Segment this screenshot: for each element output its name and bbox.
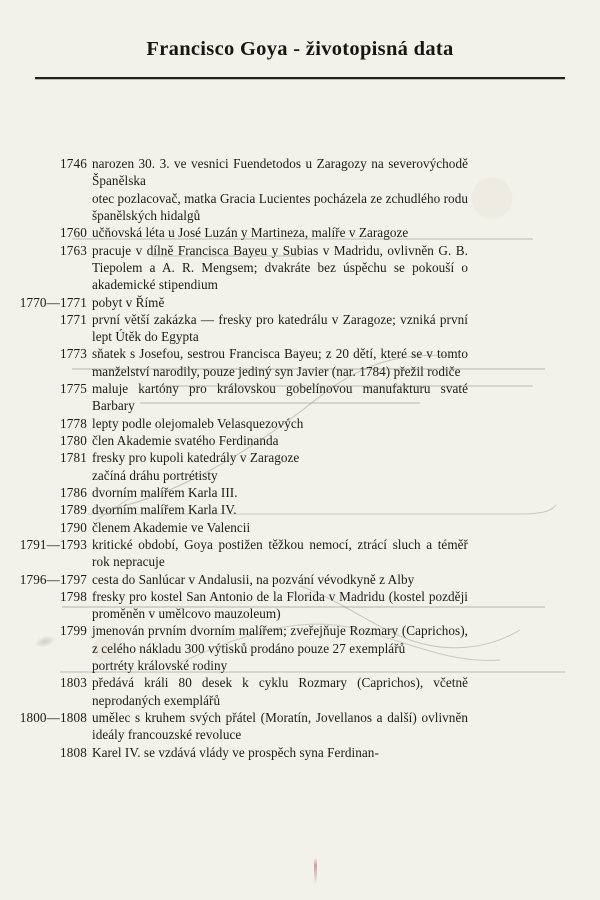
entry-body — [92, 484, 468, 501]
entry-body — [92, 224, 468, 241]
entry-year: 1796—1797 — [19, 571, 87, 587]
entry-year: 1790 — [60, 519, 87, 535]
entry-year: 1789 — [60, 502, 87, 518]
entry-year: 1800—1808 — [19, 710, 87, 725]
entry-paragraph: dvorním malířem Karla III. — [92, 484, 238, 500]
entry-paragraph: jmenován prvním dvorním malířem; zveřejňuje Rozmary (Caprichos), z celého nákladu 300 výtisků prodáno pouze 27 exemplářů — [92, 623, 468, 656]
chronology-entry — [0, 415, 600, 432]
entry-year: 1760 — [60, 225, 87, 241]
entry-paragraph: cesta do Sanlúcar v Andalusii, na pozvání vévodkyně z Alby — [92, 571, 415, 587]
entry-body — [92, 622, 468, 674]
chronology-entry — [0, 449, 600, 484]
entry-paragraph: první větší zakázka — fresky pro katedrálu v Zaragoze; vzniká první lept Útěk do Egypta — [92, 311, 468, 345]
chronology-entry — [0, 224, 600, 241]
entry-body — [92, 345, 468, 380]
title-block — [0, 38, 600, 61]
entry-year: 1780 — [60, 433, 87, 448]
entry-year: 1781 — [60, 450, 87, 466]
entry-year: 1798 — [60, 588, 87, 604]
entry-year: 1799 — [60, 623, 87, 639]
entry-body — [92, 449, 468, 484]
entry-paragraph: portréty královské rodiny — [92, 658, 228, 674]
chronology-entry — [0, 501, 600, 518]
chronology-list — [0, 155, 600, 761]
entry-body — [92, 432, 468, 449]
entry-paragraph: předává králi 80 desek k cyklu Rozmary (Caprichos), včetně neprodaných exemplářů — [92, 675, 468, 708]
entry-body — [92, 744, 468, 761]
chronology-entry — [0, 311, 600, 346]
entry-year: 1786 — [60, 484, 87, 500]
chronology-entry — [0, 484, 600, 501]
entry-paragraph: pobyt v Římě — [92, 294, 165, 310]
chronology-entry — [0, 622, 600, 674]
entry-year: 1763 — [60, 242, 87, 258]
entry-body — [92, 415, 468, 432]
title-divider-rule — [35, 77, 565, 79]
chronology-entry — [0, 345, 600, 380]
entry-body — [92, 571, 468, 588]
entry-body — [92, 536, 468, 571]
entry-year: 1770—1771 — [19, 294, 87, 310]
entry-body — [92, 501, 468, 518]
entry-paragraph: dvorním malířem Karla IV. — [92, 502, 237, 518]
entry-year: 1791—1793 — [19, 536, 87, 552]
entry-year: 1773 — [60, 346, 87, 362]
entry-paragraph: členem Akademie ve Valencii — [92, 519, 251, 535]
entry-year: 1808 — [60, 744, 87, 760]
entry-paragraph: člen Akademie svatého Ferdinanda — [92, 433, 279, 448]
entry-body — [92, 519, 468, 536]
entry-paragraph: kritické období, Goya postižen těžkou nemocí, ztrácí sluch a téměř rok nepracuje — [92, 536, 468, 570]
chronology-entry — [0, 432, 600, 449]
chronology-entry — [0, 709, 600, 744]
entry-paragraph: maluje kartóny pro královskou gobelínovou manufakturu svaté Barbary — [92, 381, 468, 414]
entry-paragraph: lepty podle olejomaleb Velasquezových — [92, 415, 304, 431]
entry-paragraph: fresky pro kupoli katedrály v Zaragoze — [92, 450, 300, 466]
entry-year: 1771 — [60, 311, 87, 327]
chronology-entry — [0, 519, 600, 536]
entry-year: 1746 — [60, 156, 87, 171]
chronology-entry — [0, 380, 600, 415]
entry-year: 1803 — [60, 675, 87, 691]
entry-body — [92, 155, 468, 224]
entry-year: 1775 — [60, 381, 87, 397]
chronology-entry — [0, 242, 600, 294]
chronology-entry — [0, 536, 600, 571]
entry-body — [92, 311, 468, 346]
entry-paragraph: fresky pro kostel San Antonio de la Florida v Madridu (kostel později proměněn v umělcovo mauzoleum) — [92, 588, 468, 622]
entry-paragraph: pracuje v dílně Francisca Bayeu y Subias v Madridu, ovlivněn G. B. Tiepolem a A. R. Mengsem; dvakráte bez úspěchu se pokouší o akademické stipendium — [92, 242, 468, 293]
entry-body — [92, 242, 468, 294]
page-title: Francisco Goya - životopisná data — [146, 38, 454, 60]
entry-paragraph: otec pozlacovač, matka Gracia Lucientes pocházela ze zchudlého rodu španělských hidalgů — [92, 190, 468, 223]
chronology-entry — [0, 588, 600, 623]
entry-body — [92, 588, 468, 623]
entry-paragraph: začíná dráhu portrétisty — [92, 467, 218, 483]
entry-paragraph: učňovská léta u José Luzán y Martineza, malíře v Zaragoze — [92, 225, 409, 241]
chronology-entry — [0, 294, 600, 311]
entry-paragraph: sňatek s Josefou, sestrou Francisca Bayeu; z 20 dětí, které se v tomto manželství narodily, pouze jediný syn Javier (nar. 1784) přežil rodiče — [92, 346, 468, 379]
chronology-entry — [0, 674, 600, 709]
entry-year: 1778 — [60, 415, 87, 431]
red-ink-mark — [314, 858, 317, 884]
entry-body — [92, 709, 468, 744]
entry-body — [92, 674, 468, 709]
entry-paragraph: umělec s kruhem svých přátel (Moratín, Jovellanos a další) ovlivněn ideály francouzské revoluce — [92, 710, 468, 743]
chronology-entry — [0, 571, 600, 588]
entry-body — [92, 294, 468, 311]
entry-paragraph: Karel IV. se vzdává vlády ve prospěch syna Ferdinan- — [92, 744, 379, 760]
entry-body — [92, 380, 468, 415]
entry-paragraph: narozen 30. 3. ve vesnici Fuendetodos u Zaragozy na severovýchodě Španělska — [92, 156, 468, 189]
chronology-entry — [0, 744, 600, 761]
chronology-entry — [0, 155, 600, 224]
